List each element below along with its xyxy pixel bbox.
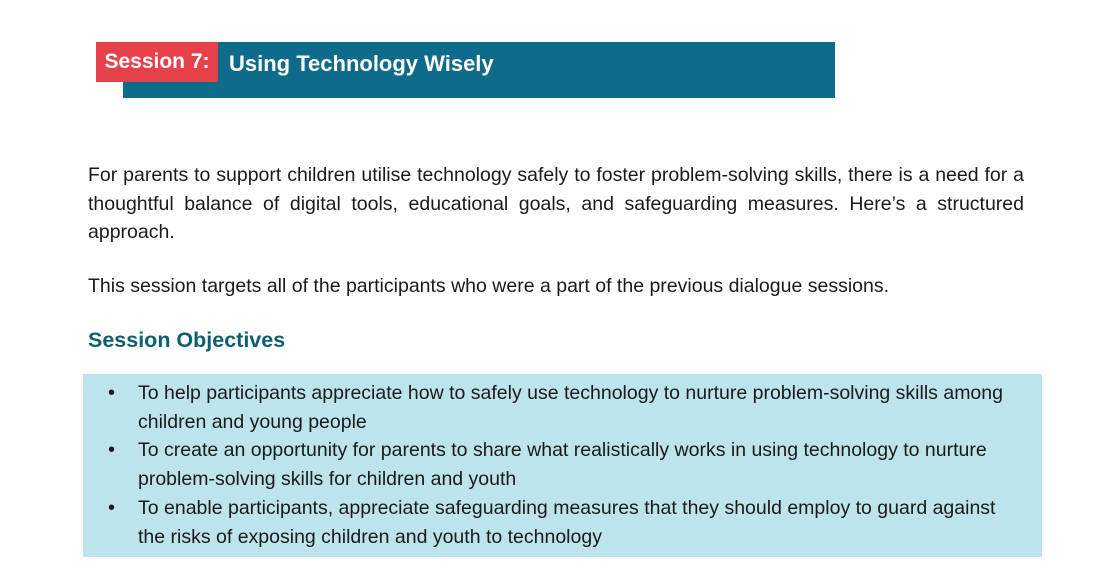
bullet-icon: • [108, 496, 116, 519]
target-audience-text: This session targets all of the participants who were a part of the previous dialogue sessions. [88, 275, 890, 297]
objective-item [83, 494, 1042, 551]
objective-item [83, 379, 1042, 436]
bullet-icon: • [108, 439, 116, 462]
objective-text: To enable participants, appreciate safeguarding measures that they should employ to guard against the risks of exposing children and youth to technology [138, 496, 996, 548]
objectives-box [83, 374, 1042, 557]
session-title: Using Technology Wisely [229, 51, 494, 76]
objective-text: To help participants appreciate how to safely use technology to nurture problem-solving skills among children and young people [138, 382, 1003, 433]
session-number-label: Session 7: [96, 42, 218, 82]
objectives-list [83, 374, 1042, 551]
intro-paragraph: For parents to support children utilise technology safely to foster problem-solving skills, there is a need for a thoughtful balance of digital tools, educational goals, and safeguarding measures. Here’s a structured approach. [88, 164, 1024, 243]
objectives-heading: Session Objectives [88, 328, 286, 352]
objective-text: To create an opportunity for parents to share what realistically works in using technology to nurture problem-solving skills for children and youth [138, 439, 987, 491]
bullet-icon: • [108, 382, 116, 404]
objective-item [83, 436, 1042, 493]
